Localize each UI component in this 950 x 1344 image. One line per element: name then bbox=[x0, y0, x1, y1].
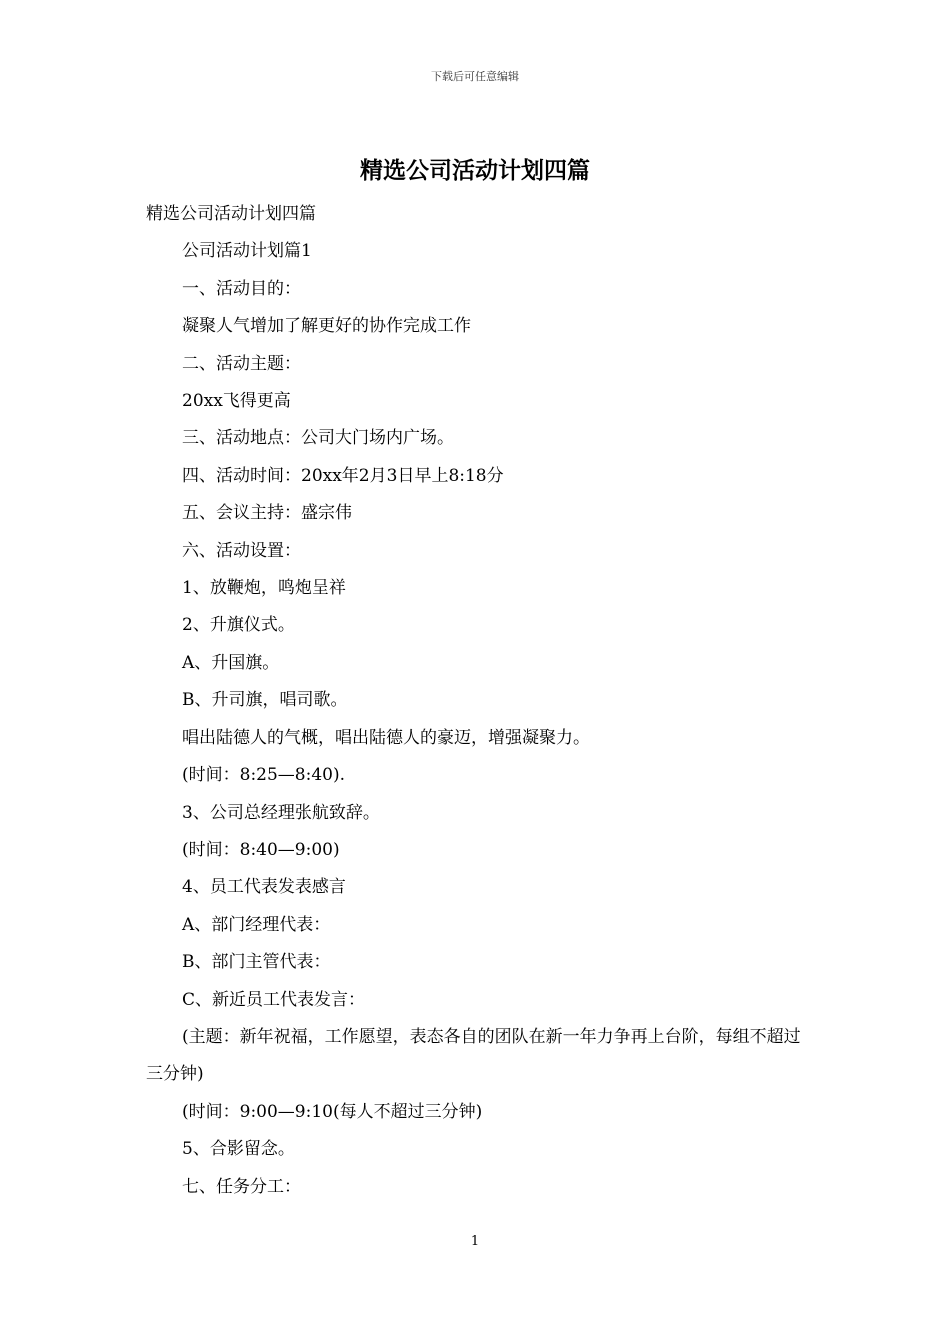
paragraph: 七、任务分工： bbox=[182, 1176, 301, 1197]
paragraph: 4、员工代表发表感言 bbox=[182, 877, 346, 898]
paragraph: 5、合影留念。 bbox=[182, 1139, 295, 1160]
paragraph: 1、放鞭炮，鸣炮呈祥 bbox=[182, 578, 346, 599]
paragraph: (主题：新年祝福，工作愿望，表态各自的团队在新一年力争再上台阶，每组不超过三分钟) bbox=[146, 1026, 801, 1085]
paragraph: 四、活动时间：20xx年2月3日早上8:18分 bbox=[182, 465, 504, 486]
paragraph: C、新近员工代表发言： bbox=[182, 989, 366, 1010]
paragraph: 二、活动主题： bbox=[182, 353, 301, 374]
paragraph: 精选公司活动计划四篇 bbox=[146, 204, 316, 224]
paragraph: A、部门经理代表： bbox=[182, 914, 331, 935]
paragraph: (时间：9:00—9:10(每人不超过三分钟) bbox=[182, 1101, 483, 1122]
paragraph: B、部门主管代表： bbox=[182, 952, 331, 973]
paragraph: A、升国旗。 bbox=[182, 652, 280, 673]
document-body bbox=[146, 196, 810, 1206]
paragraph: 一、活动目的： bbox=[182, 278, 301, 299]
document-title: 精选公司活动计划四篇 bbox=[360, 158, 590, 184]
paragraph: B、升司旗，唱司歌。 bbox=[182, 690, 348, 711]
paragraph: 三、活动地点：公司大门场内广场。 bbox=[182, 428, 454, 449]
paragraph: 六、活动设置： bbox=[182, 540, 301, 561]
paragraph: 20xx飞得更高 bbox=[182, 391, 291, 412]
paragraph: 公司活动计划篇1 bbox=[182, 241, 312, 262]
paragraph: (时间：8:40—9:00) bbox=[182, 839, 340, 860]
paragraph: (时间：8:25—8:40). bbox=[182, 765, 346, 786]
page-number: 1 bbox=[470, 1234, 480, 1249]
paragraph: 3、公司总经理张航致辞。 bbox=[182, 802, 380, 823]
paragraph: 唱出陆德人的气概，唱出陆德人的豪迈，增强凝聚力。 bbox=[182, 727, 590, 748]
paragraph: 2、升旗仪式。 bbox=[182, 615, 295, 636]
paragraph: 凝聚人气增加了解更好的协作完成工作 bbox=[182, 316, 471, 337]
page-header: 下载后可任意编辑 bbox=[431, 70, 519, 83]
paragraph: 五、会议主持：盛宗伟 bbox=[182, 503, 352, 524]
